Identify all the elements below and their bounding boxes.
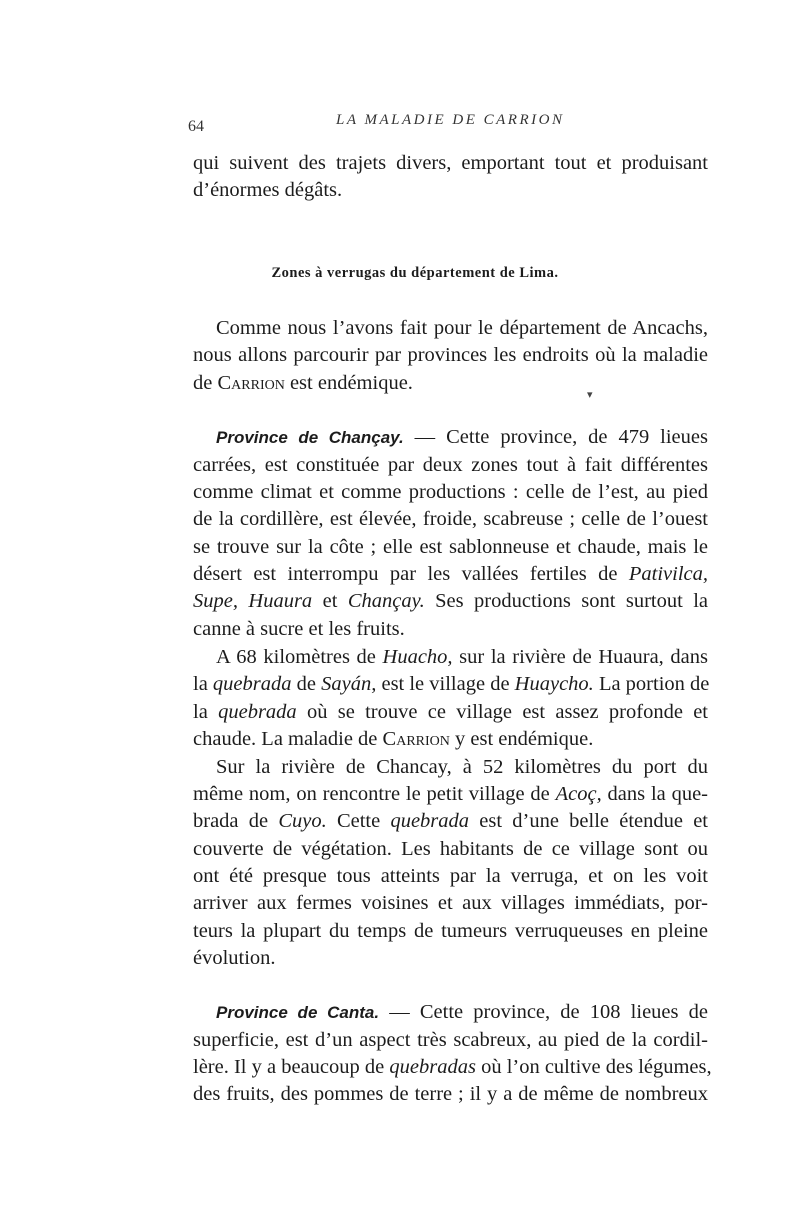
text-line: Province de Canta. — Cette province, de 108 lieues de — [216, 1001, 708, 1023]
text-line: A 68 kilomètres de Huacho, sur la rivière de Huaura, dans — [216, 646, 708, 668]
page-number: 64 — [188, 118, 204, 135]
text-line: d’énormes dégâts. — [193, 179, 343, 201]
text-line: Province de Chançay. — Cette province, de 479 lieues — [216, 426, 708, 448]
text-line: des fruits, des pommes de terre ; il y a de même de nombreux — [193, 1083, 708, 1105]
text-line: chaude. La maladie de Carrion y est endémique. — [193, 728, 594, 750]
text-line: comme climat et comme productions : celle de l’est, au pied — [193, 481, 708, 503]
text-line: de la cordillère, est élevée, froide, scabreuse ; celle de l’ouest — [193, 508, 708, 530]
text-line: la quebrada où se trouve ce village est assez profonde et — [193, 701, 708, 723]
text-line: de Carrion est endémique. — [193, 372, 413, 394]
text-line: teurs la plupart du temps de tumeurs verruqueuses en pleine — [193, 920, 708, 942]
text-line: Supe, Huaura et Chançay. Ses productions sont surtout la — [193, 590, 708, 612]
ink-speck: ▾ — [587, 389, 593, 401]
running-title: LA MALADIE DE CARRION — [336, 112, 565, 128]
text-line: évolution. — [193, 947, 276, 969]
section-heading: Zones à verrugas du département de Lima. — [271, 265, 559, 281]
province-title: Province de Canta. — [216, 1003, 380, 1022]
text-line: carrées, est constituée par deux zones tout à fait différentes — [193, 454, 708, 476]
text-line: qui suivent des trajets divers, emportant tout et produisant — [193, 152, 708, 174]
text-line: nous allons parcourir par provinces les endroits où la maladie — [193, 344, 708, 366]
text-line: Comme nous l’avons fait pour le département de Ancachs, — [216, 317, 708, 339]
text-line: couverte de végétation. Les habitants de ce village sont ou — [193, 838, 708, 860]
text-line: arriver aux fermes voisines et aux villages immédiats, por- — [193, 892, 708, 914]
text-line: Sur la rivière de Chancay, à 52 kilomètres du port du — [216, 756, 708, 778]
text-line: brada de Cuyo. Cette quebrada est d’une belle étendue et — [193, 810, 708, 832]
text-line: ont été presque tous atteints par la verruga, et on les voit — [193, 865, 708, 887]
text-line: la quebrada de Sayán, est le village de Huaycho. La portion de — [193, 673, 710, 695]
province-title: Province de Chançay. — [216, 428, 404, 447]
text-line: superficie, est d’un aspect très scabreux, au pied de la cordil- — [193, 1029, 708, 1051]
text-line: désert est interrompu par les vallées fertiles de Pativilca, — [193, 563, 708, 585]
text-line: canne à sucre et les fruits. — [193, 618, 405, 640]
running-header — [188, 110, 728, 140]
text-line: lère. Il y a beaucoup de quebradas où l’on cultive des légumes, — [193, 1056, 712, 1078]
text-line: se trouve sur la côte ; elle est sablonneuse et chaude, mais le — [193, 536, 708, 558]
text-line: même nom, on rencontre le petit village de Acoç, dans la que- — [193, 783, 709, 805]
